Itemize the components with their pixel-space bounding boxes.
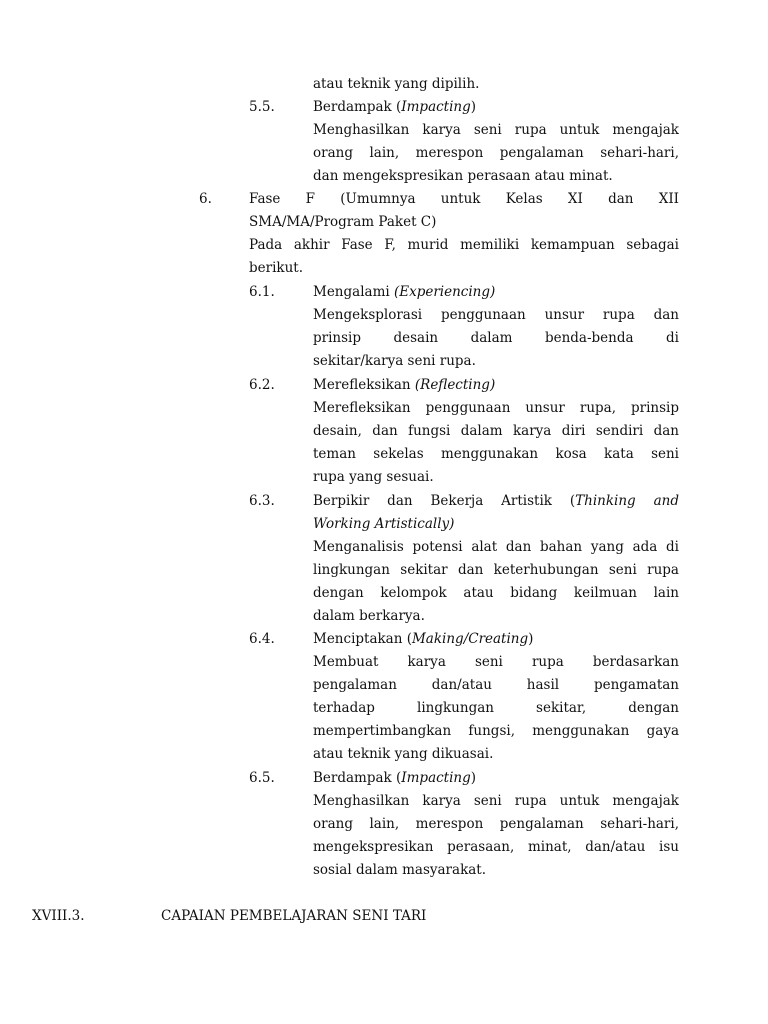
item-text-line: Mengeksplorasi penggunaan unsur rupa dan — [313, 307, 679, 323]
item-text-line: orang lain, merespon pengalaman sehari-hari, — [313, 145, 679, 161]
item-number-6-5: 6.5. — [249, 770, 275, 786]
item-number-6: 6. — [199, 191, 212, 207]
phase-intro-line: berikut. — [249, 260, 303, 276]
item-title-6-3: Berpikir dan Bekerja Artistik (Thinking and — [313, 493, 679, 509]
item-text-line: dengan kelompok atau bidang keilmuan lain — [313, 585, 679, 601]
item-title-6-1: Mengalami (Experiencing) — [313, 284, 496, 300]
phase-heading-line: Fase F (Umumnya untuk Kelas XI dan XII — [249, 191, 679, 207]
section-title: CAPAIAN PEMBELAJARAN SENI TARI — [161, 908, 427, 924]
item-text-line: dan mengekspresikan perasaan atau minat. — [313, 168, 613, 184]
item-text-line: Merefleksikan penggunaan unsur rupa, prinsip — [313, 400, 679, 416]
item-text-line: terhadap lingkungan sekitar, dengan — [313, 700, 679, 716]
item-text-line: lingkungan sekitar dan keterhubungan seni rupa — [313, 562, 679, 578]
item-title-6-3-continued: Working Artistically) — [313, 516, 455, 532]
item-title-6-4: Menciptakan (Making/Creating) — [313, 631, 534, 647]
item-text-line: dalam berkarya. — [313, 608, 425, 624]
item-text-line: teman sekelas menggunakan kosa kata seni — [313, 446, 679, 462]
item-text-line: sosial dalam masyarakat. — [313, 862, 487, 878]
item-number-6-1: 6.1. — [249, 284, 275, 300]
phase-heading-line: SMA/MA/Program Paket C) — [249, 214, 437, 230]
item-text-line: Menghasilkan karya seni rupa untuk mengajak — [313, 122, 679, 138]
item-text-line: Membuat karya seni rupa berdasarkan — [313, 654, 679, 670]
item-text-line: rupa yang sesuai. — [313, 469, 434, 485]
item-text-line: atau teknik yang dikuasai. — [313, 746, 494, 762]
item-title-6-2: Merefleksikan (Reflecting) — [313, 377, 496, 393]
continuation-line: atau teknik yang dipilih. — [313, 76, 480, 92]
item-text-line: mempertimbangkan fungsi, menggunakan gaya — [313, 723, 679, 739]
item-number-5-5: 5.5. — [249, 99, 275, 115]
item-text-line: sekitar/karya seni rupa. — [313, 353, 476, 369]
item-number-6-3: 6.3. — [249, 493, 275, 509]
item-text-line: prinsip desain dalam benda-benda di — [313, 330, 679, 346]
item-text-line: Menghasilkan karya seni rupa untuk mengajak — [313, 793, 679, 809]
item-text-line: mengekspresikan perasaan, minat, dan/atau isu — [313, 839, 679, 855]
item-text-line: orang lain, merespon pengalaman sehari-hari, — [313, 816, 679, 832]
section-number: XVIII.3. — [32, 908, 85, 924]
phase-intro-line: Pada akhir Fase F, murid memiliki kemampuan sebagai — [249, 237, 679, 253]
item-text-line: Menganalisis potensi alat dan bahan yang ada di — [313, 539, 679, 555]
item-text-line: pengalaman dan/atau hasil pengamatan — [313, 677, 679, 693]
item-number-6-4: 6.4. — [249, 631, 275, 647]
item-number-6-2: 6.2. — [249, 377, 275, 393]
item-title-6-5: Berdampak (Impacting) — [313, 770, 477, 786]
item-text-line: desain, dan fungsi dalam karya diri sendiri dan — [313, 423, 679, 439]
item-title-5-5: Berdampak (Impacting) — [313, 99, 477, 115]
